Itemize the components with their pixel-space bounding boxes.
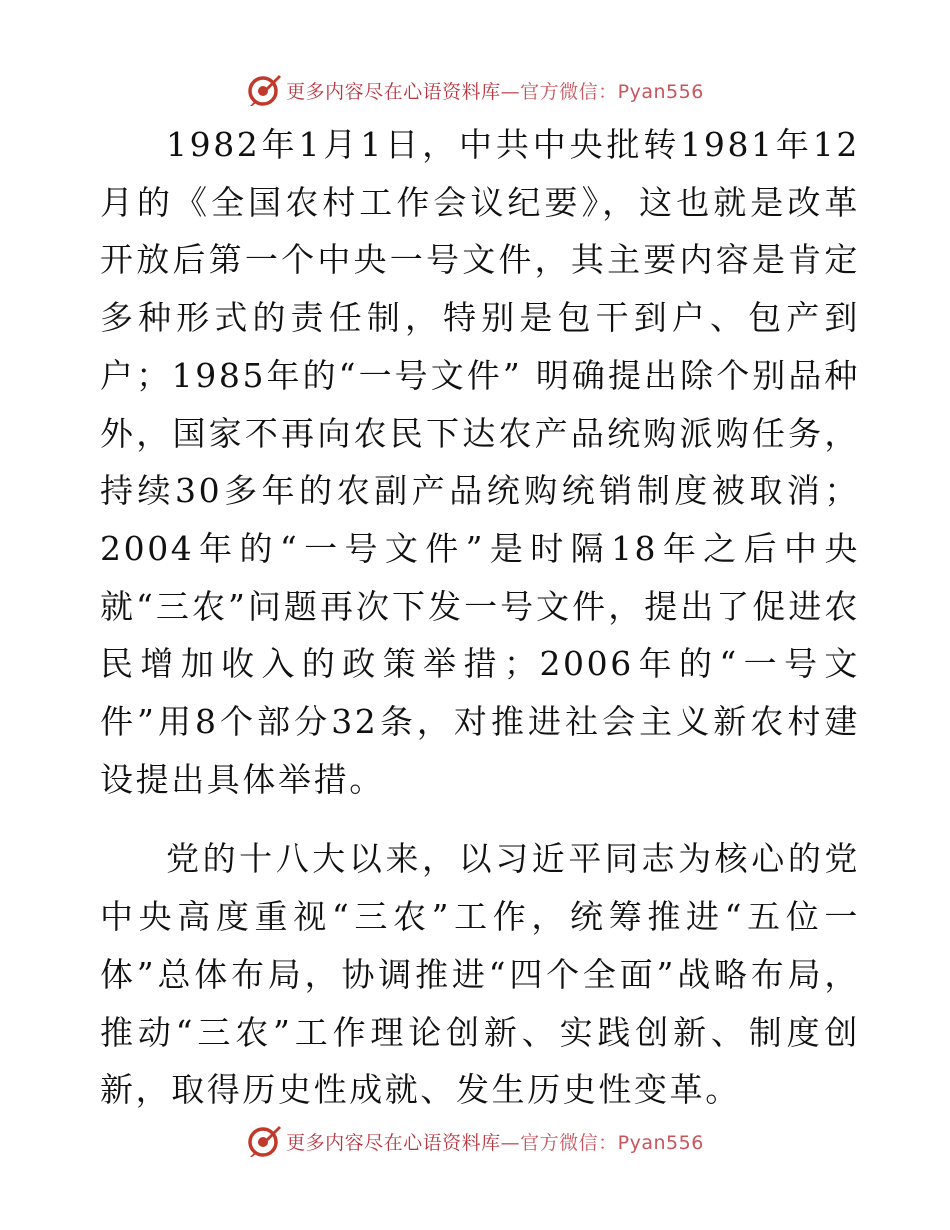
- pen-nib-seal-icon: [246, 1123, 282, 1159]
- banner-suffix: 官方微信：Pyan556: [520, 80, 704, 103]
- document-body: [100, 116, 860, 1119]
- banner-suffix: 官方微信：Pyan556: [520, 1131, 704, 1154]
- banner-separator: —: [500, 1131, 521, 1154]
- banner-brand: 更多内容尽在心语资料库: [286, 1131, 501, 1154]
- paragraph-since-18th-congress: 党的十八大以来，以习近平同志为核心的党中央高度重视“三农”工作，统筹推进“五位一体”总体布局，协调推进“四个全面”战略布局，推动“三农”工作理论创新、实践创新、制度创新，取得历史性成就、发生历史性变革。: [100, 839, 860, 1110]
- paragraph-history: 1982年1月1日，中共中央批转1981年12月的《全国农村工作会议纪要》，这也就是改革开放后第一个中央一号文件，其主要内容是肯定多种形式的责任制，特别是包干到户、包产到户；1985年的“一号文件” 明确提出除个别品种外，国家不再向农民下达农产品统购派购任务，持续30多年的农副产品统购统销制度被取消；2004年的“一号文件”是时隔18年之后中央就“三农”问题再次下发一号文件，提出了促进农民增加收入的政策举措；2006年的“一号文件”用8个部分32条，对推进社会主义新农村建设提出具体举措。: [100, 125, 860, 799]
- banner-text: [286, 77, 704, 104]
- footer-banner: [0, 1121, 950, 1161]
- banner-brand: 更多内容尽在心语资料库: [286, 80, 501, 103]
- banner-text: [286, 1128, 704, 1155]
- header-banner: [0, 70, 950, 110]
- pen-nib-seal-icon: [246, 72, 282, 108]
- banner-separator: —: [500, 80, 521, 103]
